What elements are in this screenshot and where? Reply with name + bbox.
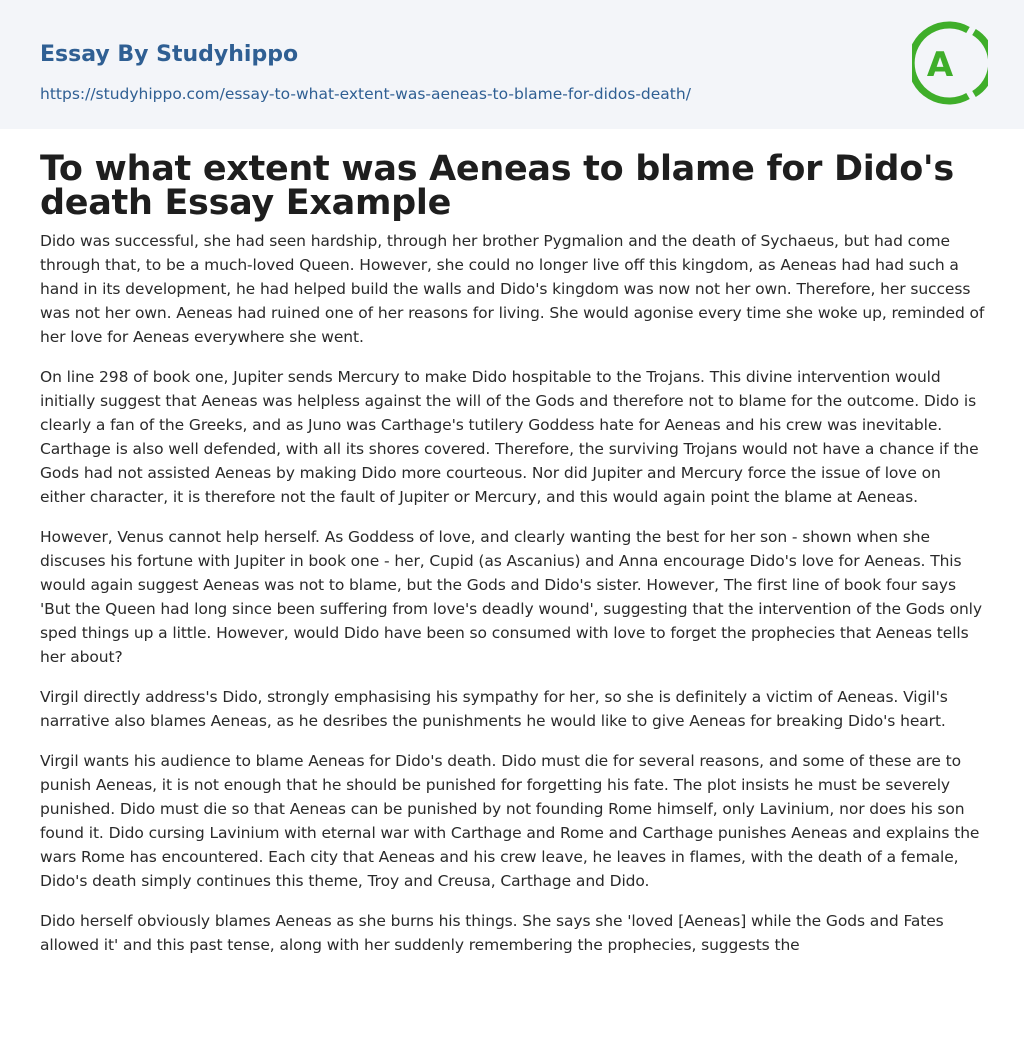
article-title: To what extent was Aeneas to blame for Dido's death Essay Example (40, 149, 954, 223)
article-paragraph: On line 298 of book one, Jupiter sends Mercury to make Dido hospitable to the Trojans. This divine intervention would initially suggest that Aeneas was helpless against the will of the Gods and therefore not to blame for the outcome. Dido is clearly a fan of the Greeks, and as Juno was Carthage's tutilery Goddess hate for Aeneas and his crew was inevitable. Carthage is also well defended, with all its shores covered. Therefore, the surviving Trojans would not have a chance if the Gods had not assisted Aeneas by making Dido more courteous. Nor did Jupiter and Mercury force the issue of love on either character, it is therefore not the fault of Jupiter or Mercury, and this would again point the blame at Aeneas. (40, 368, 979, 506)
logo-letter: A (926, 45, 954, 85)
article-paragraph: Dido was successful, she had seen hardship, through her brother Pygmalion and the death of Sychaeus, but had come through that, to be a much-loved Queen. However, she could no longer live off this kingdom, as Aeneas had had such a hand in its development, he had helped build the walls and Dido's kingdom was now not her own. Therefore, her success was not her own. Aeneas had ruined one of her reasons for living. She would agonise every time she woke up, reminded of her love for Aeneas everywhere she went. (40, 232, 985, 346)
article-url-link[interactable]: https://studyhippo.com/essay-to-what-extent-was-aeneas-to-blame-for-didos-death/ (40, 85, 691, 103)
article-paragraph: Dido herself obviously blames Aeneas as she burns his things. She says she 'loved [Aeneas] while the Gods and Fates allowed it' and this past tense, along with her suddenly remembering the prophecies, suggests the (40, 912, 944, 954)
article-paragraph: Virgil wants his audience to blame Aeneas for Dido's death. Dido must die for several reasons, and some of these are to punish Aeneas, it is not enough that he should be punished for forgetting his fate. The plot insists he must be severely punished. Dido must die so that Aeneas can be punished by not founding Rome himself, only Lavinium, nor does his son found it. Dido cursing Lavinium with eternal war with Carthage and Rome and Carthage punishes Aeneas and explains the wars Rome has encountered. Each city that Aeneas and his crew leave, he leaves in flames, with the death of a female, Dido's death simply continues this theme, Troy and Creusa, Carthage and Dido. (40, 752, 980, 890)
article-paragraph: However, Venus cannot help herself. As Goddess of love, and clearly wanting the best for her son - shown when she discuses his fortune with Jupiter in book one - her, Cupid (as Ascanius) and Anna encourage Dido's love for Aeneas. This would again suggest Aeneas was not to blame, but the Gods and Dido's sister. However, The first line of book four says 'But the Queen had long since been suffering from love's deadly wound', suggesting that the intervention of the Gods only sped things up a little. However, would Dido have been so consumed with love to forget the prophecies that Aeneas tells her about? (40, 528, 982, 666)
article-body (40, 229, 986, 973)
site-brand[interactable]: Essay By Studyhippo (40, 42, 299, 67)
article-paragraph: Virgil directly address's Dido, strongly emphasising his sympathy for her, so she is definitely a victim of Aeneas. Vigil's narrative also blames Aeneas, as he desribes the punishments he would like to give Aeneas for breaking Dido's heart. (40, 688, 948, 730)
